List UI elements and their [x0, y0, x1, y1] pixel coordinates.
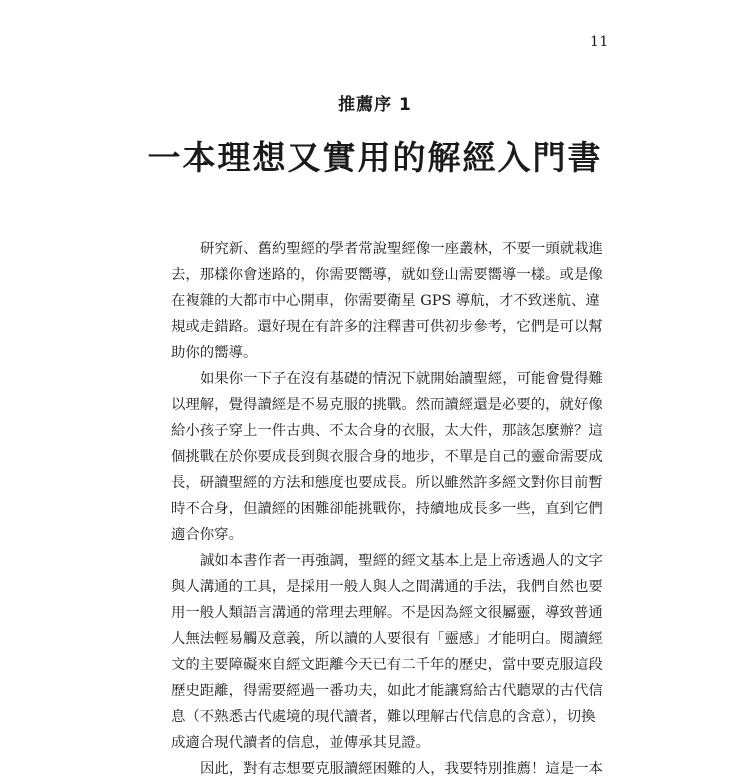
body-text — [171, 236, 603, 782]
text-line: 個挑戰在於你要成長到與衣服合身的地步，不單是自己的靈命需要成 — [171, 449, 603, 465]
text-line: 適合你穿。 — [171, 527, 243, 543]
text-line: 歷史距離，得需要經過一番功夫，如此才能讓寫給古代聽眾的古代信 — [171, 683, 603, 699]
text-line: 與人溝通的工具，是採用一般人與人之間溝通的手法，我們自然也要 — [171, 579, 603, 595]
text-line: 規或走錯路。還好現在有許多的注釋書可供初步參考，它們是可以幫 — [171, 319, 603, 335]
text-line: 研究新、舊約聖經的學者常說聖經像一座叢林，不要一頭就栽進 — [200, 241, 603, 257]
text-line: 給小孩子穿上一件古典、不太合身的衣服，太大件，那該怎麼辦？這 — [171, 423, 603, 439]
foreword-label: 推薦序 1 — [338, 95, 412, 115]
text-line: 長，研讀聖經的方法和態度也要成長。所以雖然許多經文對你目前暫 — [171, 475, 603, 491]
text-line: 誠如本書作者一再強調，聖經的經文基本上是上帝透過人的文字 — [200, 553, 603, 569]
text-line: 成適合現代讀者的信息，並傳承其見證。 — [171, 735, 431, 751]
text-line: 人無法輕易觸及意義，所以讀的人要很有「靈感」才能明白。閱讀經 — [171, 631, 603, 647]
text-line: 以理解，覺得讀經是不易克服的挑戰。然而讀經還是必要的，就好像 — [171, 397, 603, 413]
text-line: 在複雜的大都市中心開車，你需要衛星 GPS 導航，才不致迷航、違 — [171, 293, 600, 309]
text-line: 用一般人類語言溝通的常理去理解。不是因為經文很屬靈，導致普通 — [171, 605, 603, 621]
text-line: 助你的嚮導。 — [171, 345, 258, 361]
text-line: 如果你一下子在沒有基礎的情況下就開始讀聖經，可能會覺得難 — [200, 371, 603, 387]
text-line: 文的主要障礙來自經文距離今天已有二千年的歷史，當中要克服這段 — [171, 657, 603, 673]
text-line: 因此，對有志想要克服讀經困難的人，我要特別推薦！這是一本 — [200, 761, 603, 777]
text-line: 時不合身，但讀經的困難卻能挑戰你，持續地成長多一些，直到它們 — [171, 501, 603, 517]
text-line: 去，那樣你會迷路的，你需要嚮導，就如登山需要嚮導一樣。或是像 — [171, 267, 603, 283]
text-line: 息（不熟悉古代處境的現代讀者，難以理解古代信息的含意），切換 — [171, 709, 596, 725]
page-number: 11 — [590, 34, 609, 50]
chapter-title: 一本理想又實用的解經入門書 — [147, 138, 603, 177]
